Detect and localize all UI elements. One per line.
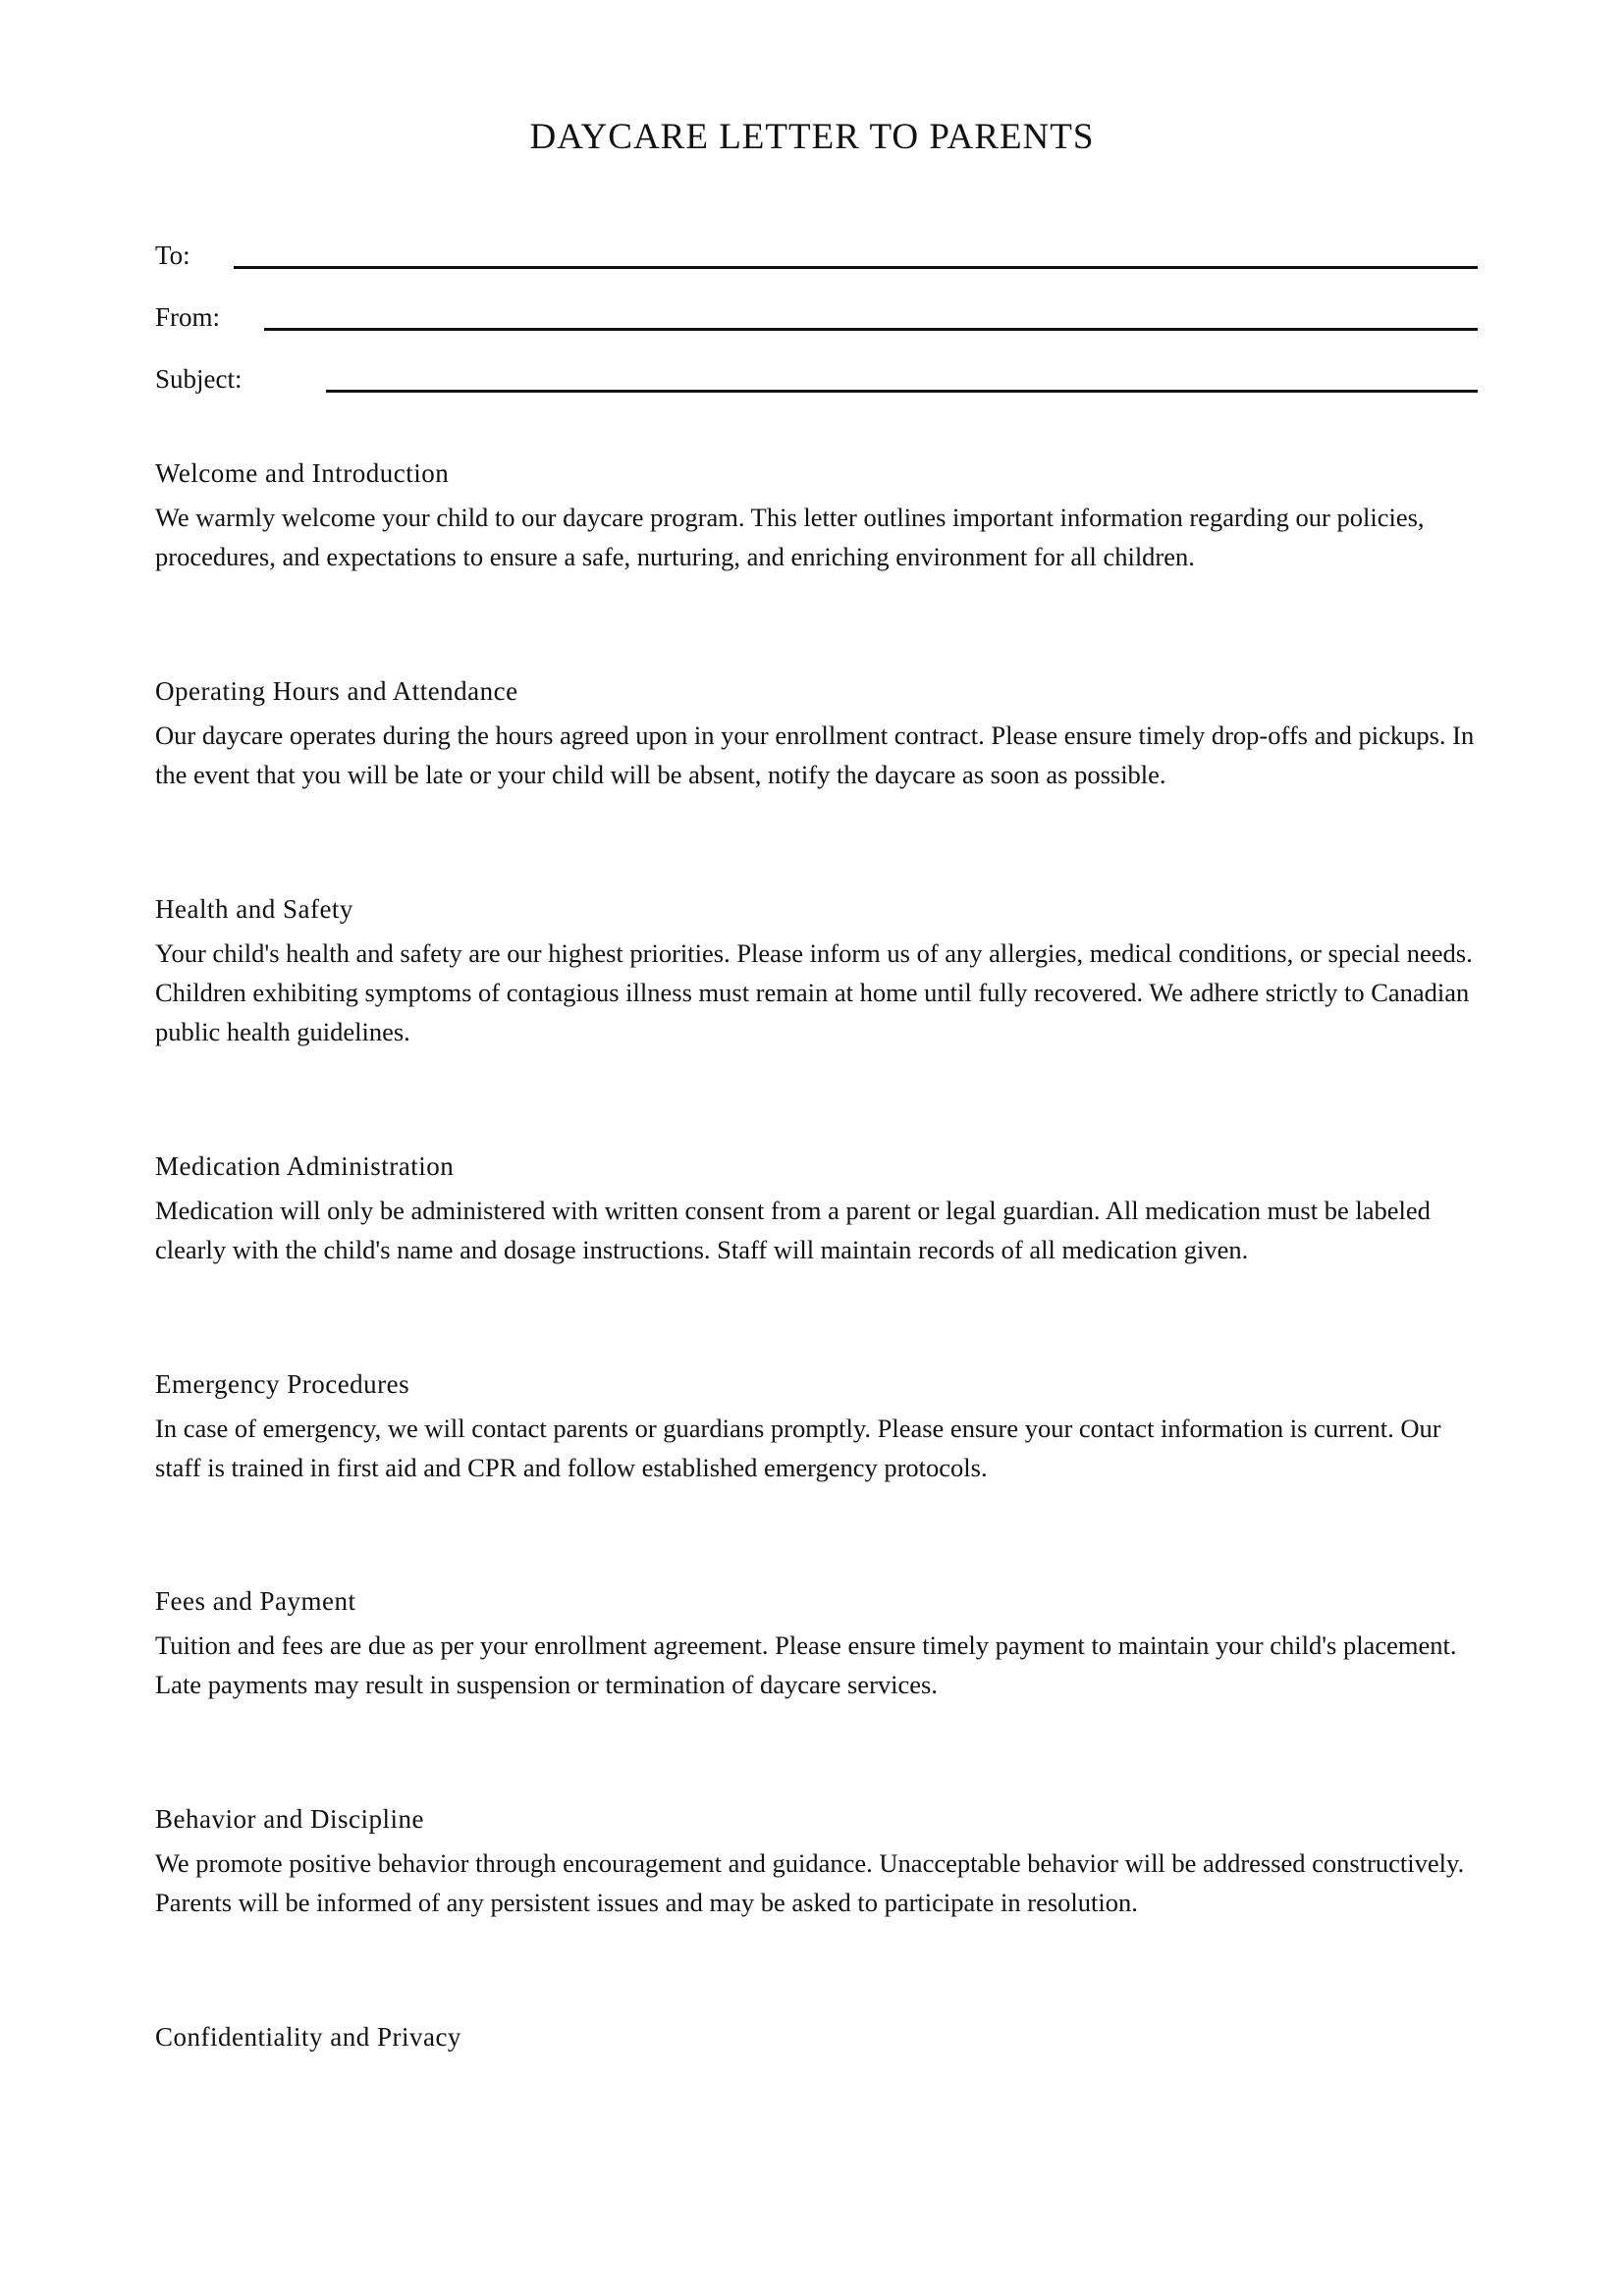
section-heading: Welcome and Introduction xyxy=(155,458,450,488)
section-welcome xyxy=(155,456,1490,576)
section-confidentiality xyxy=(155,2020,1490,2061)
from-field xyxy=(155,297,1478,337)
section-heading: Operating Hours and Attendance xyxy=(155,676,518,706)
subject-label: Subject: xyxy=(155,364,243,394)
section-body: Our daycare operates during the hours agreed upon in your enrollment contract. Please ensure timely drop-offs and pickups. In the event that you will be late or your child will be absent, notify the daycare as soon as possible. xyxy=(155,721,1475,789)
to-label: To: xyxy=(155,240,190,270)
section-body: We promote positive behavior through encouragement and guidance. Unacceptable behavior will be addressed constructively. Parents will be informed of any persistent issues and may be asked to participate in resolution. xyxy=(155,1848,1465,1917)
section-heading: Confidentiality and Privacy xyxy=(155,2022,461,2052)
section-body: We warmly welcome your child to our daycare program. This letter outlines important information regarding our policies, procedures, and expectations to ensure a safe, nurturing, and enriching environment for all children. xyxy=(155,503,1425,571)
from-label: From: xyxy=(155,302,221,332)
section-body: Your child's health and safety are our highest priorities. Please inform us of any allergies, medical conditions, or special needs. Children exhibiting symptoms of contagious illness must remain at home until fully recovered. We adhere strictly to Canadian public health guidelines. xyxy=(155,938,1473,1046)
section-health-safety xyxy=(155,892,1490,1051)
section-body: Tuition and fees are due as per your enrollment agreement. Please ensure timely payment to maintain your child's placement. Late payments may result in suspension or termination of daycare services. xyxy=(155,1630,1457,1699)
subject-line[interactable] xyxy=(326,390,1478,393)
to-field xyxy=(155,236,1478,275)
document-title: DAYCARE LETTER TO PARENTS xyxy=(529,117,1095,157)
subject-field xyxy=(155,359,1478,399)
to-line[interactable] xyxy=(234,266,1478,269)
from-line[interactable] xyxy=(264,328,1478,331)
section-emergency xyxy=(155,1367,1490,1487)
section-body: In case of emergency, we will contact parents or guardians promptly. Please ensure your contact information is current. Our staff is trained in first aid and CPR and follow established emergency protocols. xyxy=(155,1414,1441,1482)
section-body: Medication will only be administered with written consent from a parent or legal guardian. All medication must be labeled clearly with the child's name and dosage instructions. Staff will maintain records of all medication given. xyxy=(155,1196,1431,1264)
section-heading: Emergency Procedures xyxy=(155,1369,410,1399)
section-operating-hours xyxy=(155,674,1490,794)
section-fees xyxy=(155,1584,1490,1704)
section-heading: Behavior and Discipline xyxy=(155,1804,424,1834)
section-heading: Medication Administration xyxy=(155,1151,455,1181)
section-medication xyxy=(155,1149,1490,1269)
section-behavior xyxy=(155,1802,1490,1922)
section-heading: Health and Safety xyxy=(155,894,353,924)
section-heading: Fees and Payment xyxy=(155,1586,356,1616)
